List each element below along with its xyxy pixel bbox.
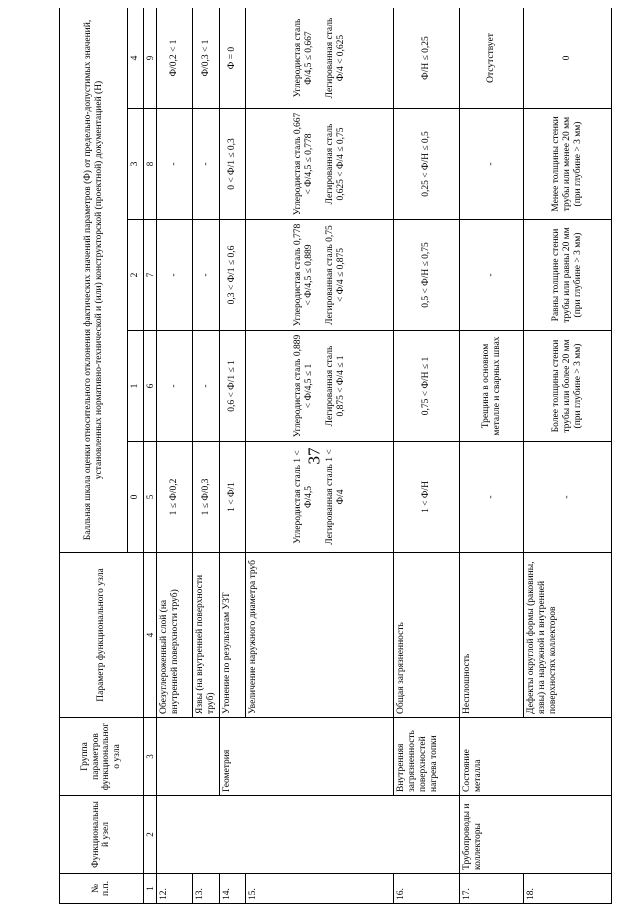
- score-3-cell: [246, 109, 394, 220]
- rotated-table-area: [59, 8, 635, 904]
- score-0-cell: 1 ≤ Ф/0,3: [193, 442, 220, 553]
- score-2-cell: -: [193, 220, 220, 331]
- carbon-steel-value: Углеродистая сталь 0,778 < Ф/4,5 ≤ 0,889: [292, 223, 314, 327]
- score-3-cell: 0,25 < Ф/Н ≤ 0,5: [394, 109, 460, 220]
- column-number: 7: [143, 220, 156, 331]
- param-cell: Дефекты округлой формы (раковины, язвы) на наружной и внутренней поверхностях коллекторов: [524, 553, 612, 718]
- header-scale: Балльная шкала оценки относительного отклонения фактических значений параметров (Ф) от предельно-допустимых значений, установленных нормативно-технической и (или) конструкторской (проектной) документацией (Н): [60, 8, 128, 553]
- score-2-cell: -: [157, 220, 193, 331]
- score-4-cell: Ф/0,3 < 1: [193, 8, 220, 109]
- column-number: 1: [143, 874, 156, 904]
- score-0-cell: 1 < Ф/Н: [394, 442, 460, 553]
- assessment-table: [59, 8, 612, 904]
- table-row: [394, 8, 460, 904]
- column-number: 2: [143, 796, 156, 874]
- score-1-cell: [246, 331, 394, 442]
- carbon-steel-value: Углеродистая сталь 0,889 < Ф/4,5 ≤ 1: [292, 334, 314, 438]
- score-4-cell: Ф/0,2 < 1: [157, 8, 193, 109]
- param-cell: Увеличение наружного диаметра труб: [246, 553, 394, 718]
- group-cell: [157, 718, 220, 796]
- carbon-steel-value: Углеродистая сталь 0,667 < Ф/4,5 ≤ 0,778: [292, 112, 314, 216]
- row-number: 16.: [394, 874, 460, 904]
- score-4-cell: Ф = 0: [220, 8, 246, 109]
- score-2-cell: 0,3 < Ф/1 ≤ 0,6: [220, 220, 246, 331]
- column-number: 4: [143, 553, 156, 718]
- alloy-steel-value: Легированная сталь 0,625 < Ф/4 ≤ 0,75: [324, 123, 346, 205]
- score-1-cell: Более толщины стенки трубы или более 20 мм (при глубине > 3 мм): [524, 331, 612, 442]
- score-3-cell: -: [193, 109, 220, 220]
- row-number: 18.: [524, 874, 612, 904]
- row-number: 15.: [246, 874, 394, 904]
- header-score: 3: [128, 109, 144, 220]
- row-number: 13.: [193, 874, 220, 904]
- score-3-cell: -: [157, 109, 193, 220]
- alloy-steel-value: Легированная сталь Ф/4 < 0,625: [324, 17, 346, 99]
- score-1-cell: 0,6 < Ф/1 ≤ 1: [220, 331, 246, 442]
- header-param: Параметр функционального узла: [60, 553, 144, 718]
- param-cell: Общая загрязненность: [394, 553, 460, 718]
- score-2-cell: [246, 220, 394, 331]
- header-score: 4: [128, 8, 144, 109]
- score-4-cell: 0: [524, 8, 612, 109]
- score-3-cell: 0 < Ф/1 ≤ 0,3: [220, 109, 246, 220]
- node-cell: [157, 796, 460, 874]
- param-cell: Утонение по результатам УЗТ: [220, 553, 246, 718]
- score-2-cell: -: [460, 220, 524, 331]
- group-cell: Состояние металла: [460, 718, 612, 796]
- score-3-cell: Менее толщины стенки трубы или менее 20 мм (при глубине > 3 мм): [524, 109, 612, 220]
- score-4-cell: Ф/Н ≤ 0,25: [394, 8, 460, 109]
- column-number: 9: [143, 8, 156, 109]
- score-1-cell: 0,75 < Ф/Н ≤ 1: [394, 331, 460, 442]
- carbon-steel-value: Углеродистая сталь Ф/4,5 ≤ 0,667: [292, 18, 314, 98]
- row-number: 14.: [220, 874, 246, 904]
- node-cell: Трубопроводы и коллекторы: [460, 796, 612, 874]
- score-2-cell: Равны толщине стенки трубы или равны 20 мм (при глубине > 3 мм): [524, 220, 612, 331]
- column-number: 3: [143, 718, 156, 796]
- table-row: [157, 8, 193, 904]
- score-2-cell: 0,5 < Ф/Н ≤ 0,75: [394, 220, 460, 331]
- group-cell: Внутренняя загрязненность поверхностей нагрева топки: [394, 718, 460, 796]
- header-group: Группа параметров функционального узла: [60, 718, 144, 796]
- row-number: 12.: [157, 874, 193, 904]
- column-number: 6: [143, 331, 156, 442]
- score-0-cell: 1 < Ф/1: [220, 442, 246, 553]
- header-score: 1: [128, 331, 144, 442]
- page-number: 37: [304, 447, 324, 465]
- param-cell: Несплошность: [460, 553, 524, 718]
- group-cell: Геометрия: [220, 718, 394, 796]
- column-number: 8: [143, 109, 156, 220]
- score-0-cell: -: [460, 442, 524, 553]
- score-0-cell: [246, 442, 394, 553]
- header-score: 0: [128, 442, 144, 553]
- table-row: [220, 8, 246, 904]
- row-number: 17.: [460, 874, 524, 904]
- score-1-cell: -: [193, 331, 220, 442]
- param-cell: Обезуглероженный слой (на внутренней поверхности труб): [157, 553, 193, 718]
- alloy-steel-value: Легированная сталь 1 < Ф/4: [324, 449, 346, 545]
- score-1-cell: Трещина в основном металле и сварных швах: [460, 331, 524, 442]
- score-0-cell: 1 ≤ Ф/0,2: [157, 442, 193, 553]
- alloy-steel-value: Легированная сталь 0,75 < Ф/4 ≤ 0,875: [324, 225, 346, 325]
- score-4-cell: [246, 8, 394, 109]
- param-cell: Язвы (на внутренней поверхности труб): [193, 553, 220, 718]
- header-no: № п.п.: [60, 874, 144, 904]
- table-row: [460, 8, 524, 904]
- alloy-steel-value: Легированная сталь 0,875 < Ф/4 ≤ 1: [324, 345, 346, 427]
- score-1-cell: -: [157, 331, 193, 442]
- column-number: 5: [143, 442, 156, 553]
- carbon-steel-value: Углеродистая сталь 1 < Ф/4,5: [292, 450, 314, 544]
- score-3-cell: -: [460, 109, 524, 220]
- score-0-cell: -: [524, 442, 612, 553]
- score-4-cell: Отсутствует: [460, 8, 524, 109]
- header-node: Функциональный узел: [60, 796, 144, 874]
- header-score: 2: [128, 220, 144, 331]
